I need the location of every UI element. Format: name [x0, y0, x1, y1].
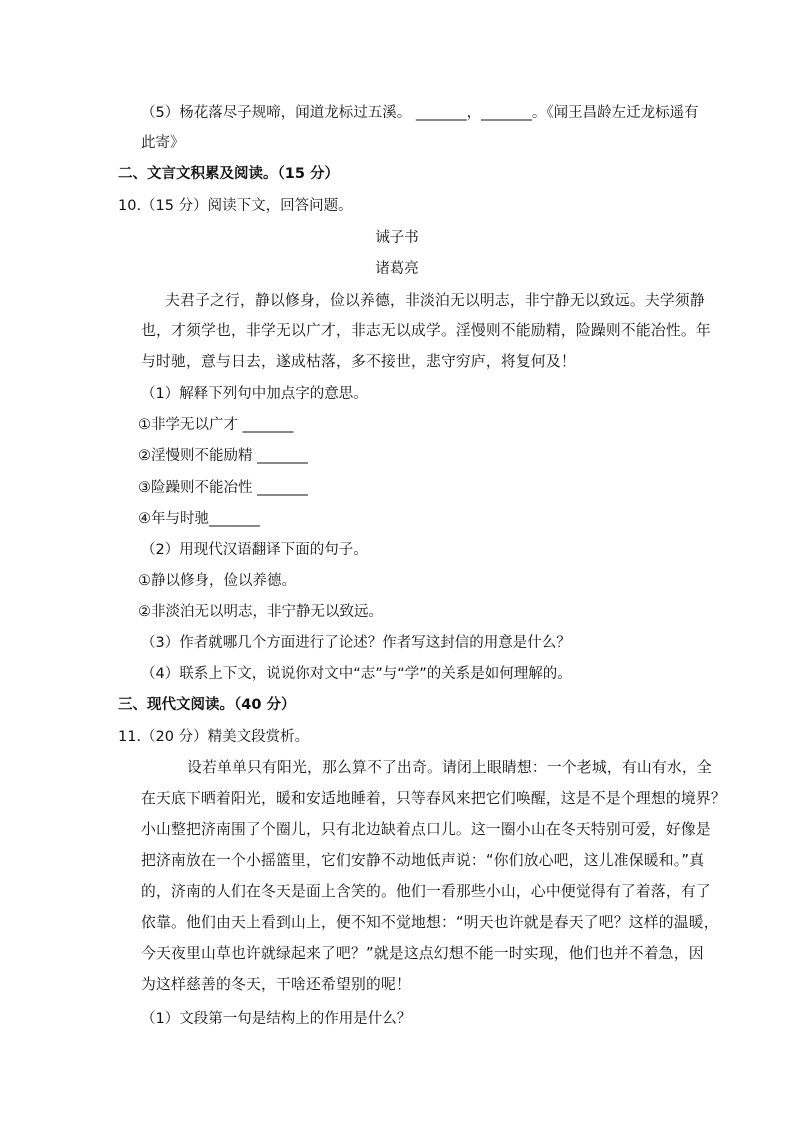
q11-passage-line: 设若单单只有阳光，那么算不了出奇。请闭上眼睛想：一个老城，有山有水，全 [187, 759, 712, 776]
passage-author: 诸葛亮 [375, 261, 419, 277]
q9-item5-line2: 此寄》 [141, 135, 185, 151]
q11-passage-line: 在天底下晒着阳光，暖和安适地睡着，只等春风来把它们唤醒，这是不是个理想的境界？ [141, 790, 726, 807]
q10-passage-line: 也，才须学也，非学无以广才，非志无以成学。淫慢则不能励精，险躁则不能冶性。年 [141, 322, 711, 339]
section3-heading: 三、现代文阅读。（40 分） [118, 697, 296, 713]
q11-passage-line: 今天夜里山草也许就绿起来了吧？”就是这点幻想不能一时实现，他们也并不着急，因 [141, 945, 704, 962]
q11-passage-line: 依靠。他们由天上看到山上，便不知不觉地想：“明天也许就是春天了吧？这样的温暖， [141, 914, 719, 931]
q10-passage-line: 与时驰，意与日去，遂成枯落，多不接世，悲守穷庐，将复何及！ [141, 353, 576, 370]
q10-sub3: （3）作者就哪几个方面进行了论述？作者写这封信的用意是什么？ [141, 635, 571, 651]
q9-item5-line1: （5）杨花落尽子规啼，闻道龙标过五溪。 _______，_______。《闻王昌龄左迁龙标遥有 [141, 105, 699, 121]
q10-sub1-item: ④年与时驰_______ [138, 511, 260, 527]
q11-passage-line: 的，济南的人们在冬天是面上含笑的。他们一看那些小山，心中便觉得有了着落，有了 [141, 883, 711, 900]
q10-sub4: （4）联系上下文，说说你对文中“志”与“学”的关系是如何理解的。 [141, 666, 572, 682]
section2-heading: 二、文言文积累及阅读。（15 分） [118, 166, 339, 182]
passage-title: 诫子书 [375, 230, 419, 246]
q10-sub2-item: ①静以修身，俭以养德。 [138, 573, 296, 589]
q11-sub1: （1）文段第一句是结构上的作用是什么？ [141, 1011, 412, 1027]
q10-sub2-item: ②非淡泊无以明志，非宁静无以致远。 [138, 604, 383, 620]
q10-sub1-item: ③险躁则不能冶性 _______ [138, 480, 308, 496]
q11-passage-line: 把济南放在一个小摇篮里，它们安静不动地低声说：“你们放心吧，这儿准保暖和。”真 [141, 852, 705, 869]
q11-passage-line: 小山整把济南围了个圈儿，只有北边缺着点口儿。这一圈小山在冬天特别可爱，好像是 [141, 821, 711, 838]
q10-sub2: （2）用现代汉语翻译下面的句子。 [141, 542, 368, 558]
q10-passage-line: 夫君子之行，静以修身，俭以养德，非淡泊无以明志，非宁静无以致远。夫学须静 [165, 292, 705, 309]
q10-sub1-item: ②淫慢则不能励精 _______ [138, 448, 308, 464]
q10-sub1: （1）解释下列句中加点字的意思。 [141, 386, 368, 402]
q11-passage-line: 为这样慈善的冬天，干啥还希望别的呢！ [141, 976, 411, 993]
q10-sub1-item: ①非学无以广才 _______ [138, 417, 294, 433]
q11-header: 11.（20 分）精美文段赏析。 [118, 729, 310, 745]
q10-header: 10.（15 分）阅读下文，回答问题。 [118, 198, 353, 214]
